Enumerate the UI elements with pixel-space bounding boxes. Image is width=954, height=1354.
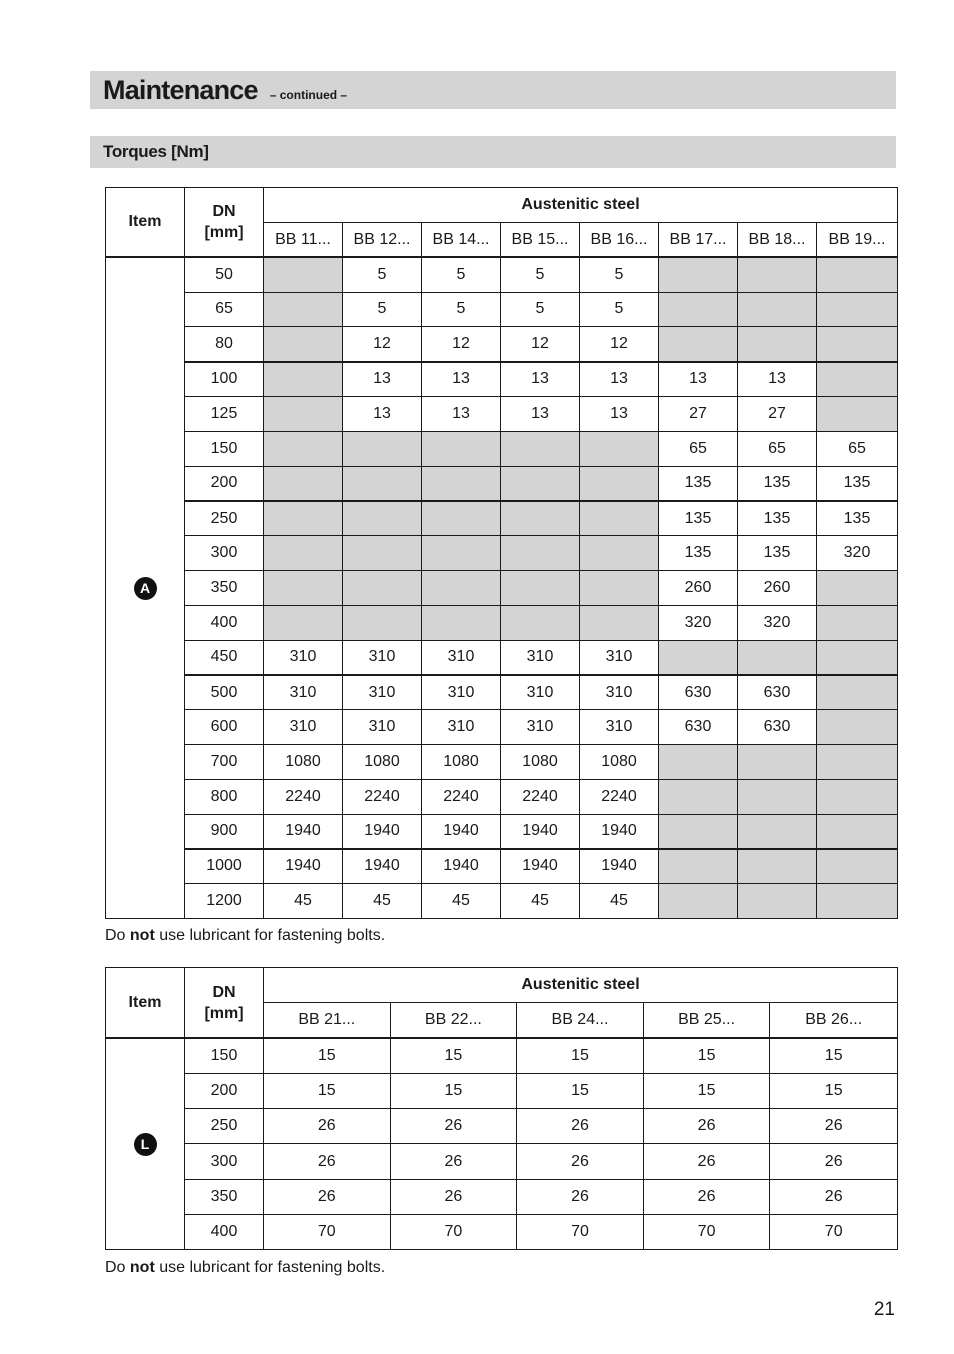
table-row (106, 362, 898, 397)
empty-cell (264, 292, 343, 327)
empty-cell (738, 779, 817, 814)
torque-value: 70 (770, 1215, 898, 1250)
empty-cell (264, 257, 343, 292)
torque-value: 260 (738, 570, 817, 605)
empty-cell (343, 605, 422, 640)
torque-value: 15 (517, 1038, 644, 1073)
empty-cell (422, 466, 501, 501)
empty-cell (264, 501, 343, 536)
header-dn-unit: [mm] (204, 224, 244, 242)
empty-cell (580, 501, 659, 536)
empty-cell (343, 501, 422, 536)
torque-value: 26 (770, 1144, 898, 1179)
header-dn (185, 968, 264, 1039)
torque-value: 13 (738, 362, 817, 397)
empty-cell (264, 396, 343, 431)
page-subtitle: – continued – (269, 88, 348, 102)
empty-cell (738, 884, 817, 919)
torque-value: 26 (517, 1179, 644, 1214)
empty-cell (264, 327, 343, 362)
empty-cell (817, 640, 898, 675)
empty-cell (422, 536, 501, 571)
torque-value: 26 (643, 1144, 770, 1179)
dn-cell: 65 (185, 292, 264, 327)
empty-cell (738, 257, 817, 292)
column-header: BB 18... (738, 223, 817, 258)
dn-cell: 50 (185, 257, 264, 292)
torque-value: 15 (264, 1038, 391, 1073)
dn-cell: 600 (185, 710, 264, 745)
torque-value: 1080 (422, 744, 501, 779)
empty-cell (659, 779, 738, 814)
torque-value: 1940 (264, 849, 343, 884)
torque-value: 135 (738, 501, 817, 536)
torque-value: 12 (501, 327, 580, 362)
torque-value: 26 (264, 1179, 391, 1214)
empty-cell (659, 814, 738, 849)
table-row (106, 327, 898, 362)
column-header: BB 11... (264, 223, 343, 258)
dn-cell: 300 (185, 1144, 264, 1179)
empty-cell (817, 396, 898, 431)
torque-value: 12 (580, 327, 659, 362)
torque-value: 15 (517, 1073, 644, 1108)
torque-value: 135 (659, 501, 738, 536)
empty-cell (738, 744, 817, 779)
torque-value: 1940 (343, 849, 422, 884)
dn-cell: 250 (185, 501, 264, 536)
torque-value: 13 (343, 362, 422, 397)
empty-cell (659, 849, 738, 884)
torque-value: 12 (343, 327, 422, 362)
torque-value: 2240 (264, 779, 343, 814)
torque-value: 1940 (501, 814, 580, 849)
torque-value: 135 (659, 536, 738, 571)
torque-value: 2240 (501, 779, 580, 814)
torque-value: 15 (643, 1038, 770, 1073)
torque-value: 630 (659, 675, 738, 710)
empty-cell (817, 779, 898, 814)
empty-cell (501, 605, 580, 640)
torque-value: 13 (501, 362, 580, 397)
table-row (106, 675, 898, 710)
dn-cell: 150 (185, 431, 264, 466)
torque-value: 13 (343, 396, 422, 431)
empty-cell (817, 814, 898, 849)
empty-cell (580, 431, 659, 466)
lubricant-note (105, 927, 385, 945)
torque-value: 320 (738, 605, 817, 640)
torque-value: 310 (422, 675, 501, 710)
empty-cell (422, 501, 501, 536)
dn-cell: 900 (185, 814, 264, 849)
header-dn (185, 188, 264, 258)
column-header: BB 21... (264, 1003, 391, 1038)
empty-cell (264, 570, 343, 605)
empty-cell (580, 605, 659, 640)
column-header: BB 16... (580, 223, 659, 258)
item-badge: L (134, 1133, 157, 1156)
torque-value: 65 (659, 431, 738, 466)
empty-cell (817, 675, 898, 710)
torque-value: 26 (770, 1179, 898, 1214)
empty-cell (264, 466, 343, 501)
torque-value: 2240 (580, 779, 659, 814)
empty-cell (580, 536, 659, 571)
empty-cell (343, 431, 422, 466)
torque-value: 5 (501, 292, 580, 327)
dn-cell: 350 (185, 570, 264, 605)
torque-value: 15 (390, 1073, 517, 1108)
empty-cell (817, 884, 898, 919)
item-cell (106, 1038, 185, 1250)
empty-cell (343, 570, 422, 605)
torque-value: 70 (264, 1215, 391, 1250)
empty-cell (580, 466, 659, 501)
torque-value: 310 (501, 675, 580, 710)
empty-cell (501, 466, 580, 501)
torque-value: 13 (422, 362, 501, 397)
header-austenitic-steel: Austenitic steel (264, 968, 898, 1003)
torque-value: 310 (343, 640, 422, 675)
page-number: 21 (873, 1299, 895, 1320)
torque-value: 310 (501, 710, 580, 745)
torque-value: 45 (422, 884, 501, 919)
note-text-start: Do (105, 1259, 130, 1276)
empty-cell (817, 710, 898, 745)
table-row (106, 257, 898, 292)
empty-cell (659, 884, 738, 919)
table-row (106, 431, 898, 466)
torque-value: 45 (264, 884, 343, 919)
torque-table-a (105, 187, 898, 919)
dn-cell: 700 (185, 744, 264, 779)
table-row (106, 1073, 898, 1108)
torque-value: 310 (264, 640, 343, 675)
table-row (106, 710, 898, 745)
dn-cell: 400 (185, 1215, 264, 1250)
table-row (106, 814, 898, 849)
torque-value: 5 (422, 257, 501, 292)
torque-table-l (105, 967, 898, 1250)
column-header: BB 26... (770, 1003, 898, 1038)
empty-cell (264, 605, 343, 640)
item-badge: A (134, 577, 157, 600)
torque-value: 5 (343, 257, 422, 292)
torque-value: 1940 (580, 814, 659, 849)
table-row (106, 501, 898, 536)
empty-cell (738, 814, 817, 849)
torque-value: 26 (390, 1179, 517, 1214)
torque-value: 5 (580, 257, 659, 292)
torque-value: 5 (580, 292, 659, 327)
torque-value: 310 (264, 675, 343, 710)
empty-cell (817, 849, 898, 884)
empty-cell (343, 536, 422, 571)
torque-value: 1940 (343, 814, 422, 849)
empty-cell (817, 257, 898, 292)
torque-value: 1080 (580, 744, 659, 779)
dn-cell: 200 (185, 466, 264, 501)
empty-cell (817, 327, 898, 362)
table-row (106, 640, 898, 675)
table-row (106, 292, 898, 327)
torque-value: 135 (659, 466, 738, 501)
column-header: BB 12... (343, 223, 422, 258)
dn-cell: 1200 (185, 884, 264, 919)
torque-value: 12 (422, 327, 501, 362)
torque-value: 26 (643, 1179, 770, 1214)
torque-value: 135 (738, 466, 817, 501)
torque-value: 26 (517, 1109, 644, 1144)
empty-cell (659, 257, 738, 292)
empty-cell (264, 431, 343, 466)
torque-value: 630 (738, 710, 817, 745)
note-emphasis: not (129, 927, 155, 944)
torque-value: 26 (770, 1109, 898, 1144)
torque-value: 2240 (422, 779, 501, 814)
table-row (106, 744, 898, 779)
table-row (106, 1179, 898, 1214)
torque-value: 27 (659, 396, 738, 431)
torque-value: 70 (390, 1215, 517, 1250)
torque-value: 135 (817, 466, 898, 501)
table-row (106, 396, 898, 431)
column-header: BB 14... (422, 223, 501, 258)
torque-value: 13 (501, 396, 580, 431)
torque-value: 5 (343, 292, 422, 327)
torque-value: 1080 (343, 744, 422, 779)
torque-value: 630 (659, 710, 738, 745)
torque-value: 630 (738, 675, 817, 710)
dn-cell: 250 (185, 1109, 264, 1144)
torque-value: 15 (264, 1073, 391, 1108)
table-row (106, 570, 898, 605)
torque-value: 13 (422, 396, 501, 431)
header-dn-label: DN (212, 203, 236, 221)
table-row (106, 1215, 898, 1250)
dn-cell: 450 (185, 640, 264, 675)
dn-cell: 400 (185, 605, 264, 640)
torque-value: 135 (817, 501, 898, 536)
torque-value: 310 (580, 710, 659, 745)
torque-value: 310 (343, 710, 422, 745)
empty-cell (422, 570, 501, 605)
column-header: BB 24... (517, 1003, 644, 1038)
empty-cell (264, 362, 343, 397)
empty-cell (422, 431, 501, 466)
note-text-end: use lubricant for fastening bolts. (154, 927, 386, 944)
item-cell (106, 257, 185, 918)
torque-value: 45 (501, 884, 580, 919)
torque-value: 45 (580, 884, 659, 919)
dn-cell: 100 (185, 362, 264, 397)
empty-cell (501, 431, 580, 466)
torque-value: 1080 (501, 744, 580, 779)
column-header: BB 25... (643, 1003, 770, 1038)
note-text-start: Do (105, 927, 130, 944)
column-header: BB 15... (501, 223, 580, 258)
page-title-bar (90, 71, 896, 109)
header-item: Item (106, 968, 185, 1039)
empty-cell (659, 744, 738, 779)
note-text-end: use lubricant for fastening bolts. (154, 1259, 386, 1276)
torque-value: 26 (264, 1144, 391, 1179)
table-row (106, 536, 898, 571)
torque-value: 1940 (580, 849, 659, 884)
note-emphasis: not (129, 1259, 155, 1276)
dn-cell: 350 (185, 1179, 264, 1214)
torque-value: 1080 (264, 744, 343, 779)
torque-value: 310 (422, 640, 501, 675)
header-dn-label: DN (212, 983, 236, 1001)
table-row (106, 1038, 898, 1073)
table-row (106, 605, 898, 640)
empty-cell (817, 605, 898, 640)
empty-cell (659, 292, 738, 327)
torque-value: 13 (580, 362, 659, 397)
dn-cell: 200 (185, 1073, 264, 1108)
dn-cell: 1000 (185, 849, 264, 884)
torque-value: 15 (770, 1073, 898, 1108)
torque-value: 2240 (343, 779, 422, 814)
table-row (106, 1144, 898, 1179)
torque-value: 13 (659, 362, 738, 397)
dn-cell: 300 (185, 536, 264, 571)
torque-value: 1940 (501, 849, 580, 884)
empty-cell (817, 570, 898, 605)
dn-cell: 125 (185, 396, 264, 431)
empty-cell (738, 640, 817, 675)
empty-cell (580, 570, 659, 605)
empty-cell (501, 570, 580, 605)
torque-value: 65 (738, 431, 817, 466)
torque-value: 320 (659, 605, 738, 640)
empty-cell (738, 292, 817, 327)
page-title: Maintenance (103, 74, 258, 105)
dn-cell: 500 (185, 675, 264, 710)
empty-cell (738, 849, 817, 884)
torque-value: 1940 (422, 849, 501, 884)
torque-value: 26 (517, 1144, 644, 1179)
torque-value: 70 (517, 1215, 644, 1250)
torque-value: 310 (580, 675, 659, 710)
torque-value: 320 (817, 536, 898, 571)
torque-value: 26 (390, 1144, 517, 1179)
empty-cell (659, 327, 738, 362)
header-item: Item (106, 188, 185, 258)
torque-value: 5 (422, 292, 501, 327)
torque-value: 26 (643, 1109, 770, 1144)
torque-value: 70 (643, 1215, 770, 1250)
torque-value: 310 (343, 675, 422, 710)
header-dn-unit: [mm] (204, 1004, 244, 1022)
empty-cell (501, 536, 580, 571)
torque-value: 15 (643, 1073, 770, 1108)
empty-cell (659, 640, 738, 675)
torque-value: 1940 (264, 814, 343, 849)
torque-value: 45 (343, 884, 422, 919)
empty-cell (343, 466, 422, 501)
empty-cell (817, 292, 898, 327)
torque-value: 27 (738, 396, 817, 431)
empty-cell (817, 362, 898, 397)
empty-cell (817, 744, 898, 779)
empty-cell (738, 327, 817, 362)
column-header: BB 22... (390, 1003, 517, 1038)
torque-value: 310 (264, 710, 343, 745)
torque-value: 15 (770, 1038, 898, 1073)
torque-value: 135 (738, 536, 817, 571)
lubricant-note (105, 1259, 385, 1277)
torque-value: 310 (501, 640, 580, 675)
column-header: BB 17... (659, 223, 738, 258)
torque-value: 1940 (422, 814, 501, 849)
table-row (106, 466, 898, 501)
empty-cell (422, 605, 501, 640)
table-row (106, 849, 898, 884)
torque-value: 310 (422, 710, 501, 745)
torque-value: 310 (580, 640, 659, 675)
table-row (106, 1109, 898, 1144)
empty-cell (501, 501, 580, 536)
header-austenitic-steel: Austenitic steel (264, 188, 898, 223)
dn-cell: 150 (185, 1038, 264, 1073)
empty-cell (264, 536, 343, 571)
table-row (106, 779, 898, 814)
dn-cell: 80 (185, 327, 264, 362)
torque-value: 65 (817, 431, 898, 466)
section-heading: Torques [Nm] (90, 136, 896, 168)
torque-value: 260 (659, 570, 738, 605)
table-row (106, 884, 898, 919)
torque-value: 26 (264, 1109, 391, 1144)
dn-cell: 800 (185, 779, 264, 814)
torque-value: 26 (390, 1109, 517, 1144)
torque-value: 13 (580, 396, 659, 431)
torque-value: 5 (501, 257, 580, 292)
column-header: BB 19... (817, 223, 898, 258)
torque-value: 15 (390, 1038, 517, 1073)
